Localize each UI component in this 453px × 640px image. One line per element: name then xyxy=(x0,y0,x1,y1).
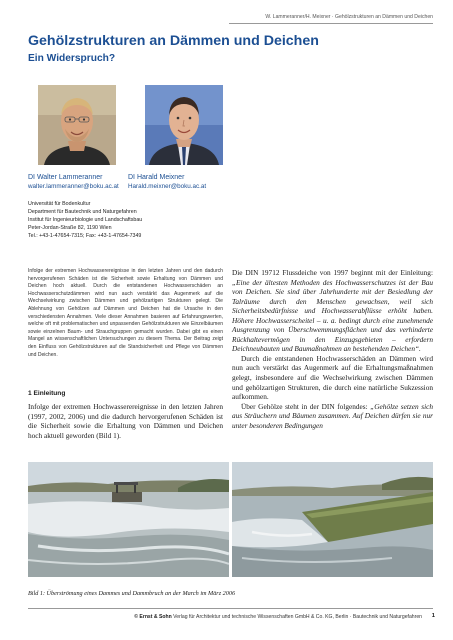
article-title: Gehölzstrukturen an Dämmen und Deichen xyxy=(28,33,319,49)
affiliation-address: Peter-Jordan-Straße 82, 1190 Wien xyxy=(28,225,112,231)
affiliation-block xyxy=(28,200,248,240)
page-number: 1 xyxy=(431,613,435,619)
footer-rule xyxy=(28,608,433,609)
page-footer xyxy=(60,614,422,620)
author-photo-lammeranner xyxy=(38,85,116,165)
affiliation-department: Department für Bautechnik und Naturgefahren xyxy=(28,209,137,215)
footer-publisher: © Ernst & Sohn xyxy=(134,614,172,620)
author-name-lammeranner: DI Walter Lammeranner xyxy=(28,174,103,181)
author-email-meixner[interactable]: Harald.meixner@boku.ac.at xyxy=(128,183,207,190)
gehoelze-lead: Über Gehölze steht in der DIN folgendes: xyxy=(241,401,371,411)
running-head: W. Lammeranner/H. Meixner · Gehölzstrukturen an Dämmen und Deichen xyxy=(265,14,433,20)
affiliation-university: Universität für Bodenkultur xyxy=(28,201,91,207)
author-email-lammeranner[interactable]: walter.lammeranner@boku.ac.at xyxy=(28,183,119,190)
paragraph-gehoelze xyxy=(232,402,433,431)
gehoelze-quote: „Gehölze setzen sich aus Sträuchern und Bäumen zusammen. Auf Deichen dürfen sie nur unter besonderen Bedingungen xyxy=(232,401,433,430)
figure-caption: Bild 1: Überströmung eines Dammes und Dammbruch an der March im März 2006 xyxy=(28,590,236,597)
footer-text: Verlag für Architektur und technische Wissenschaften GmbH & Co. KG, Berlin · Bautechnik und Naturgefahren xyxy=(171,614,422,620)
figure-photo-overflow xyxy=(28,462,229,577)
paragraph-din-intro xyxy=(232,268,433,354)
article-subtitle: Ein Widerspruch? xyxy=(28,53,116,64)
affiliation-phone: Tel.: +43-1-47654-7315; Fax: +43-1-47654-7349 xyxy=(28,233,142,239)
header-rule xyxy=(229,23,433,24)
section-text-einleitung: Infolge der extremen Hochwasserereignisse in den letzten Jahren (1997, 2002, 2006) und die dadurch hervorgerufenen Schäden ist die Sicherheit sowie die Erhaltung von Dämmen und Deichen hoch aktuell geworden (Bild 1). xyxy=(28,402,223,440)
paragraph-hochwasserschaeden: Durch die entstandenen Hochwasserschäden an Dämmen wird nun auch verstärkt das Augenmerk auf die Erhaltungsmaßnahmen gelegt, insbesondere auf die Wechselwirkung zwischen Dämmen und gehölzartigen Strukturen, die durch eine natürliche Sukzession aufkommen. xyxy=(232,353,433,402)
din-intro-quote: „Eine der ältesten Methoden des Hochwasserschutzes ist der Bau von Deichen. Sie sind über Jahrhunderte mit der Besiedlung der Talräume durch den Menschen gewachsen, weil sich Sicherheitsbedürfnisse und Hochwasserabflüsse erhöht haben. Höhere Hochwasserscheitel – u. a. bedingt durch eine zunehmende Ausgrenzung von Überschwemmungsflächen und das verhinderte Rückhaltevermögen in den Einzugsgebieten – erfordern Deichneubauten und Baumaßnahmen an bestehenden Deichen“. xyxy=(232,277,433,354)
affiliation-institute: Institut für Ingenieurbiologie und Landschaftsbau xyxy=(28,217,143,223)
figure-photo-dam-breach xyxy=(232,462,433,577)
author-photo-meixner xyxy=(145,85,223,165)
author-name-meixner: DI Harald Meixner xyxy=(128,174,185,181)
right-column-text xyxy=(232,268,433,430)
abstract: Infolge der extremen Hochwasserereignisse in den letzten Jahren und den dadurch hervorgerufenen Schäden ist die Sicherheit sowie Erhaltung von Dämmen und Deichen hoch aktuell. Durch die entstandenen Hochwasserschäden an Hochwasserschutzdämmen wird nun auch verstärkt das Augenmerk auf die Wechselwirkung zwischen Dämmen und gehölzartigen Strukturen gelegt. Die Ablehnung von Gehölzen auf Dämmen und Deichen hat die Ursache in den verschiedensten Annahmen. Viele dieser Annahmen basieren auf Erfahrungswerten, welche oft mit problematischen und unpassenden Gehölzstrukturen wie Einzelbäumen sowie einzelnen Baum- und Strauchgruppen gemacht wurden. Dabei gibt es einen Mangel an wissenschaftlichen Untersuchungen zu diesem Thema. Der Beitrag zeigt den Einfluss von Gehölzstrukturen auf die Standsicherheit und Pflege von Dämmen und Deichen. xyxy=(28,268,223,358)
section-heading-einleitung: 1 Einleitung xyxy=(28,390,66,397)
din-intro-lead: Die DIN 19712 Flussdeiche von 1997 beginnt mit der Einleitung: xyxy=(232,268,433,277)
